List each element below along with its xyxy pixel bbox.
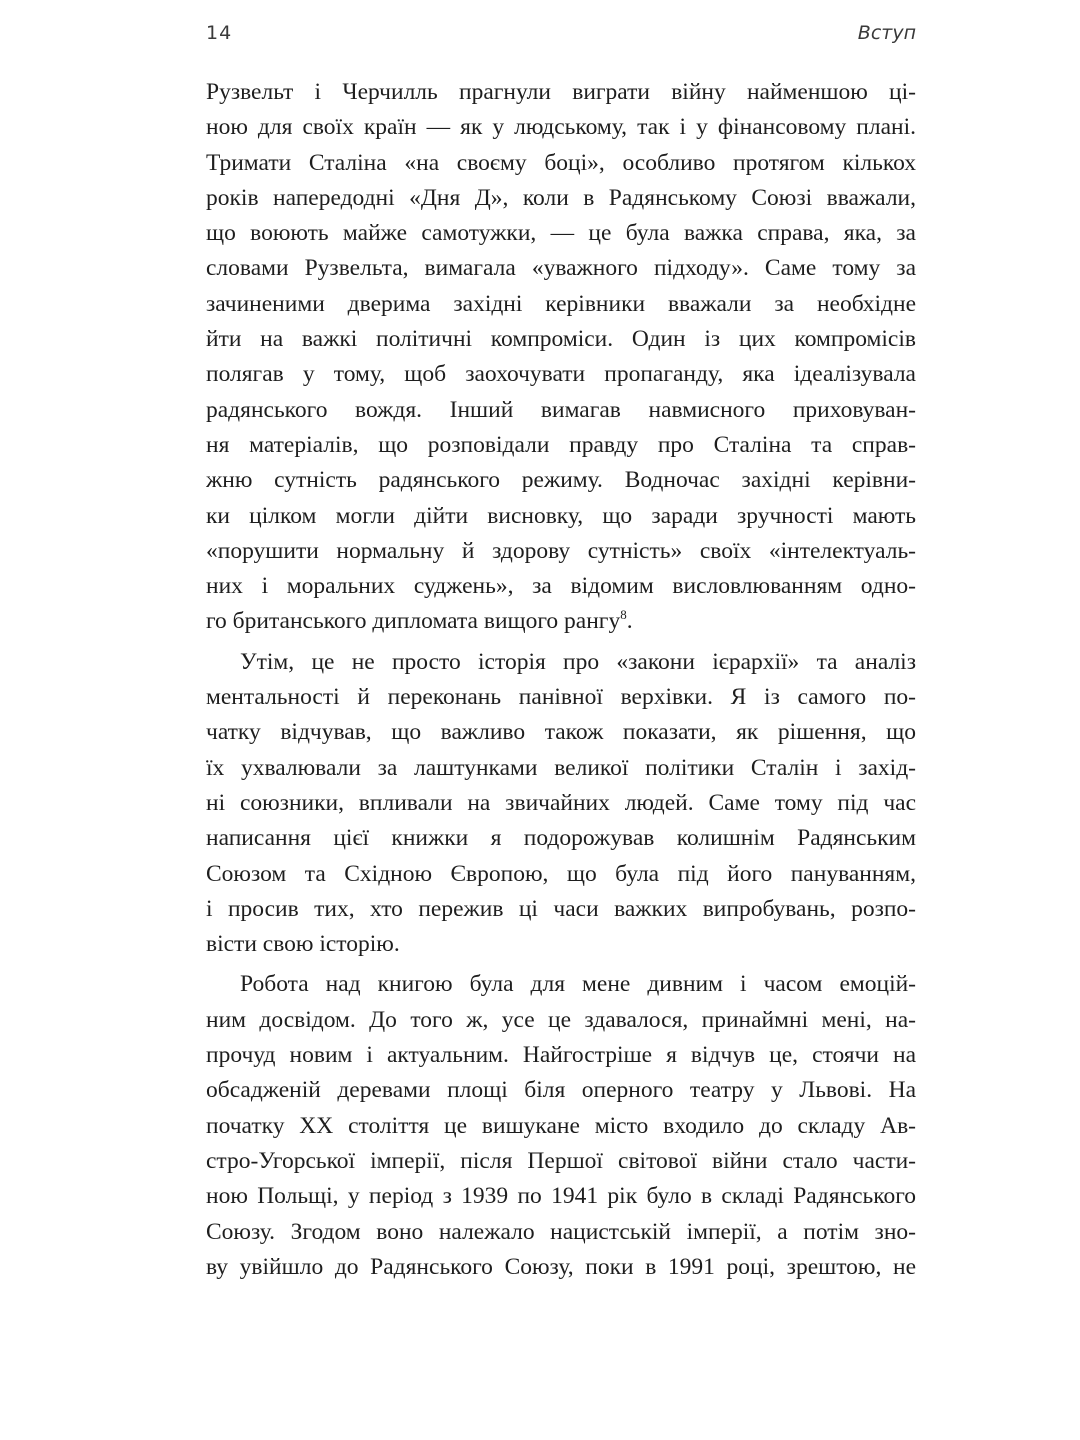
text-line: Робота над книгою була для мене дивним і часом емоцій- xyxy=(240,971,916,998)
text-line: ву увійшло до Радянського Союзу, поки в 1991 році, зрештою, не xyxy=(206,1253,916,1280)
footnote-reference[interactable]: 8 xyxy=(620,607,627,623)
text-line: словами Рузвельта, вимагала «уважного підходу». Саме тому за xyxy=(206,255,916,282)
text-line: йти на важкі політичні компроміси. Один із цих компромісів xyxy=(206,326,916,353)
line-text: го британського дипломата вищого рангу xyxy=(206,608,621,635)
text-line: Тримати Сталіна «на своєму боці», особливо протягом кількох xyxy=(206,149,916,176)
text-line: Союзу. Згодом воно належало нацистській імперії, а потім зно- xyxy=(206,1218,916,1245)
page-number: 14 xyxy=(206,22,233,44)
text-line: «порушити нормальну й здорову сутність» своїх «інтелектуаль- xyxy=(206,537,916,564)
paragraph xyxy=(206,967,916,1285)
text-line: ним досвідом. До того ж, усе це здавалося, принаймні мені, на- xyxy=(206,1006,916,1033)
running-head xyxy=(206,22,916,52)
section-title: Вступ xyxy=(857,22,916,44)
text-line: прочуд новим і актуальним. Найгостріше я відчув це, стоячи на xyxy=(206,1042,916,1069)
text-line: ні союзники, впливали на звичайних людей. Саме тому під час xyxy=(206,789,916,816)
text-line: що воюють майже самотужки, — це була важка справа, яка, за xyxy=(206,220,916,247)
line-end-punctuation: . xyxy=(626,608,633,635)
body-text xyxy=(206,75,916,1285)
text-line: зачиненими дверима західні керівники вважали за необхідне xyxy=(206,290,916,317)
text-line: полягав у тому, щоб заохочувати пропаганду, яка ідеалізувала xyxy=(206,361,916,388)
text-line: їх ухвалювали за лаштунками великої політики Сталін і захід- xyxy=(206,754,916,781)
text-line-last xyxy=(206,604,916,639)
text-line: Союзом та Східною Європою, що була під його пануванням, xyxy=(206,860,916,887)
text-line: ною для своїх країн — як у людському, так і у фінансовому плані. xyxy=(206,114,916,141)
text-line-last: вісти свою історію. xyxy=(206,931,400,958)
text-line: жню сутність радянського режиму. Водночас західні керівни- xyxy=(206,467,916,494)
text-line: Рузвельт і Черчилль прагнули виграти війну найменшою ці- xyxy=(206,79,916,105)
text-line: ментальності й переконань панівної верхівки. Я із самого по- xyxy=(206,684,916,711)
text-line: і просив тих, хто пережив ці часи важких випробувань, розпо- xyxy=(206,895,916,922)
paragraph xyxy=(206,75,916,640)
text-line: ною Польщі, у період з 1939 по 1941 рік було в складі Радянського xyxy=(206,1183,916,1210)
text-line: них і моральних суджень», за відомим висловлюванням одно- xyxy=(206,573,916,600)
text-line: написання цієї книжки я подорожував колишнім Радянським xyxy=(206,825,916,852)
text-line: радянського вождя. Інший вимагав навмисного приховуван- xyxy=(206,396,916,423)
text-line: років напередодні «Дня Д», коли в Радянському Союзі вважали, xyxy=(206,184,916,211)
text-line: початку XX століття це вишукане місто входило до складу Ав- xyxy=(206,1112,916,1139)
text-line: ки цілком могли дійти висновку, що заради зручності мають xyxy=(206,502,916,529)
paragraph xyxy=(206,645,916,963)
text-line: стро-Угорської імперії, після Першої світової війни стало части- xyxy=(206,1147,916,1174)
text-line: обсадженій деревами площі біля оперного театру у Львові. На xyxy=(206,1077,916,1104)
text-line: ня матеріалів, що розповідали правду про Сталіна та справ- xyxy=(206,431,916,458)
text-line: Утім, це не просто історія про «закони ієрархії» та аналіз xyxy=(240,648,916,675)
text-line: чатку відчував, що важливо також показати, як рішення, що xyxy=(206,719,916,746)
